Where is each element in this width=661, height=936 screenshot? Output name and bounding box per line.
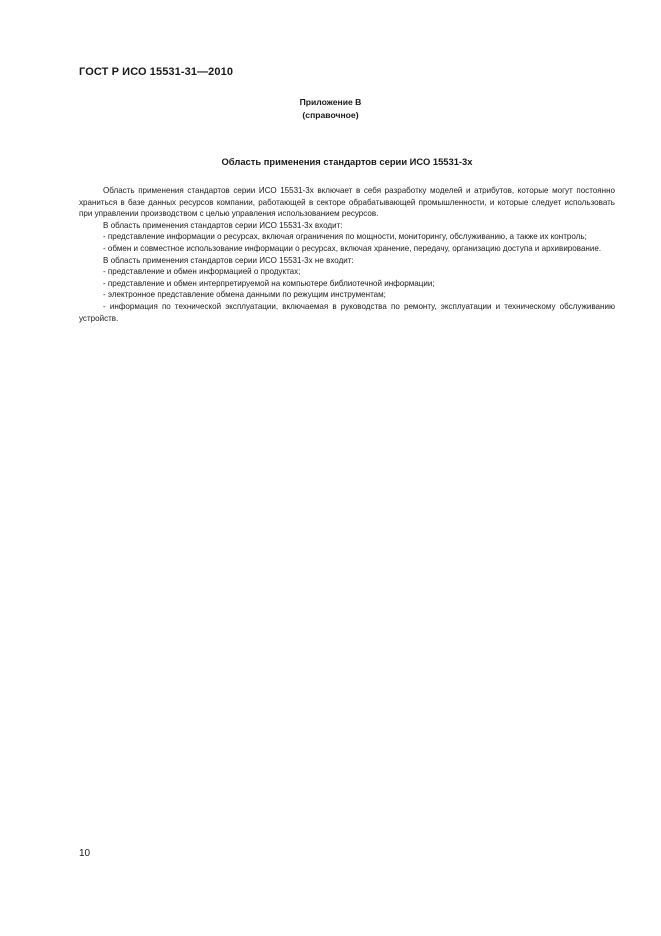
excluded-intro: В область применения стандартов серии ИСО 15531-3х не входит:: [103, 255, 354, 265]
excluded-item: - представление и обмен интерпретируемой на компьютере библиотечной информации;: [103, 278, 435, 288]
appendix-type: (справочное): [302, 110, 359, 120]
included-item: - представление информации о ресурсах, включая ограничения по мощности, мониторингу, обслуживанию, а также их контроль;: [103, 232, 587, 242]
document-header: ГОСТ Р ИСО 15531-31—2010: [79, 66, 234, 78]
excluded-item: - электронное представление обмена данными по режущим инструментам;: [103, 290, 386, 300]
included-item: - обмен и совместное использование информации о ресурсах, включая хранение, передачу, организацию доступа и архивирование.: [103, 243, 602, 253]
excluded-item: - информация по технической эксплуатации, включаемая в руководства по ремонту, эксплуатации и техническому обслуживанию устройств.: [79, 301, 615, 323]
included-intro: В область применения стандартов серии ИСО 15531-3х входит:: [103, 220, 343, 230]
scope-paragraph: Область применения стандартов серии ИСО 15531-3х включает в себя разработку моделей и атрибутов, которые могут постоянно храниться в базе данных ресурсов компании, работающей в секторе обрабатывающей промышленности, и которые следует использовать при управлении производством с целью управления использованием ресурсов.: [79, 186, 615, 219]
appendix-title: Приложение В: [299, 97, 362, 107]
body-text: [79, 185, 615, 324]
section-title: Область применения стандартов серии ИСО 15531-3х: [221, 156, 473, 167]
page-number: 10: [79, 848, 91, 859]
excluded-item: - представление и обмен информацией о продуктах;: [103, 267, 301, 277]
